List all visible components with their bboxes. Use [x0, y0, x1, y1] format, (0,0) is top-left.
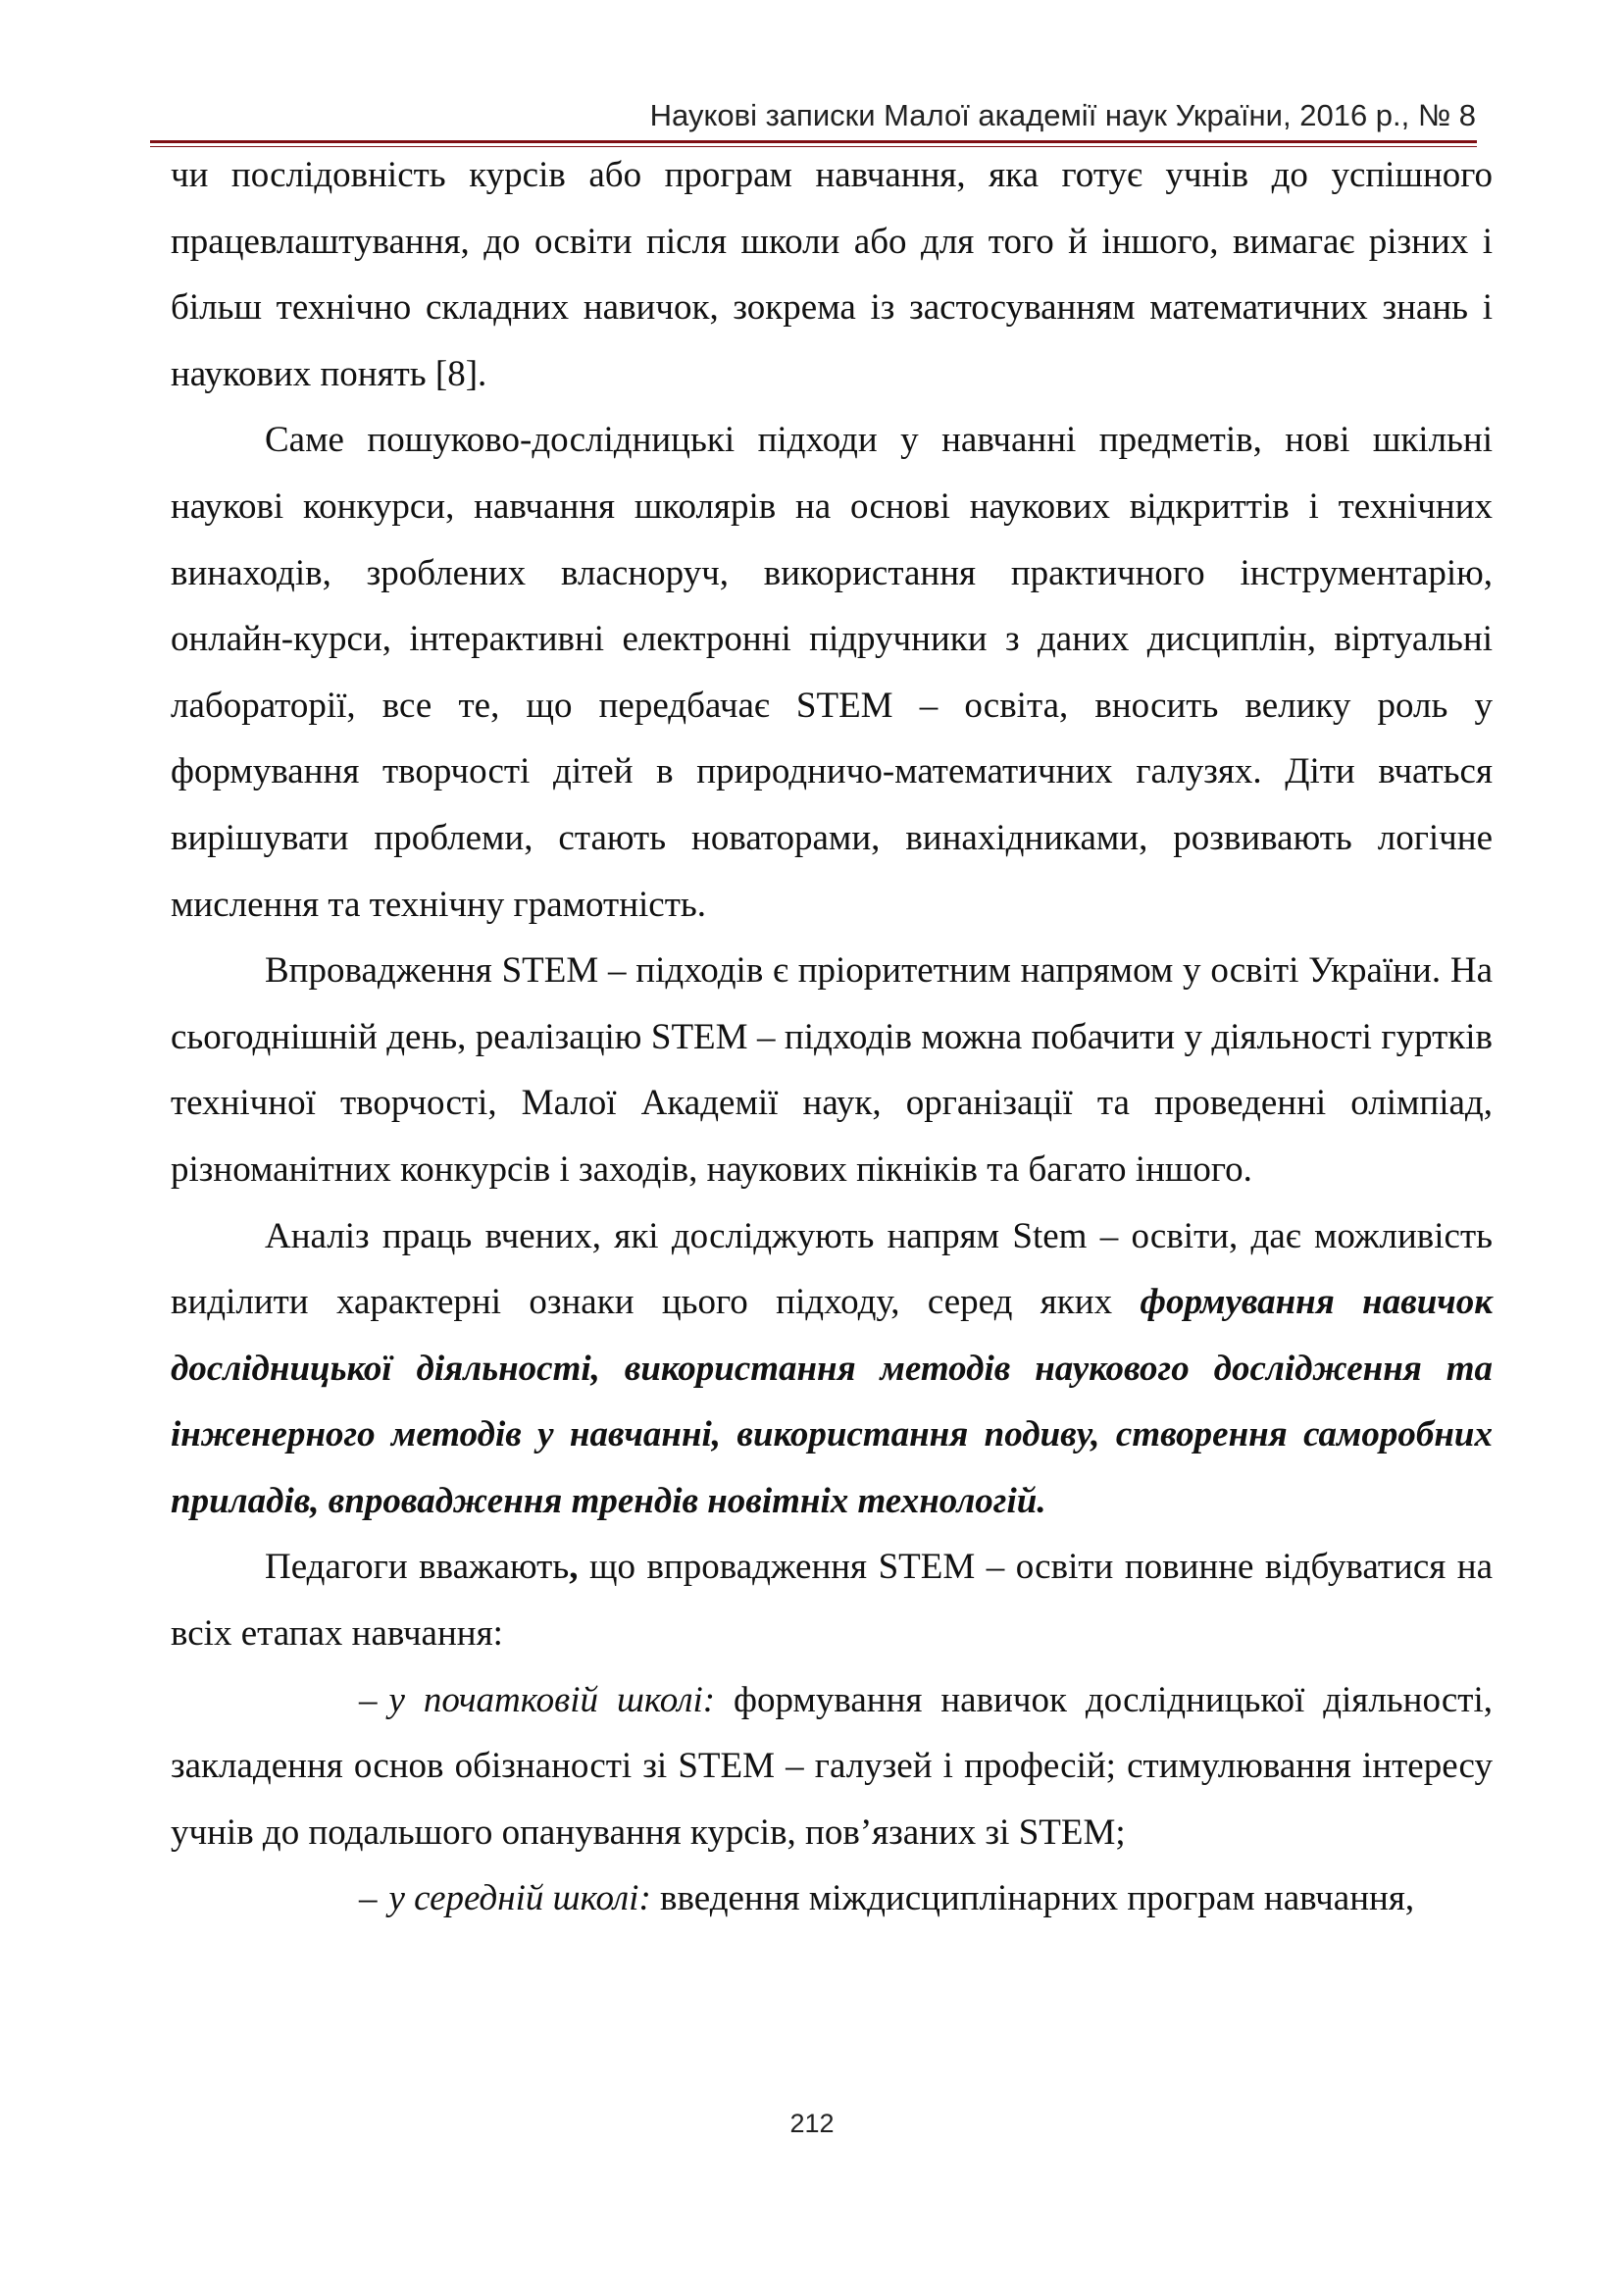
- list-item-text: формування навичок дослідницької діяльності, закладення основ обізнаності зі STEM – галузей і професій; стимулювання інтересу учнів до подальшого опанування курсів, пов’язаних зі STEM;: [171, 1679, 1493, 1853]
- running-header: Наукові записки Малої академії наук України, 2016 р., № 8: [649, 98, 1476, 132]
- paragraph-stem-features: [171, 1203, 1493, 1535]
- features-emphasis-text: формування навичок дослідницької діяльності, використання методів наукового дослідження та інженерного методів у навчанні, використання подиву, створення саморобних приладів, впровадження трендів новітніх технологій.: [171, 1282, 1493, 1521]
- paragraph-stem-implementation: Впровадження STEM – підходів є пріоритетним напрямом у освіті України. На сьогоднішній день, реалізацію STEM – підходів можна побачити у діяльності гуртків технічної творчості, Малої Академії наук, організації та проведенні олімпіад, різноманітних конкурсів і заходів, наукових пікніків та багато іншого.: [171, 950, 1493, 1190]
- stages-bold-comma: ,: [569, 1547, 579, 1588]
- paragraph-education-stages: [171, 1534, 1493, 1666]
- list-item-secondary-school: [171, 1865, 1493, 1932]
- list-dash: –: [359, 1679, 378, 1720]
- paragraph-research-approaches: Саме пошуково-дослідницькі підходи у навчанні предметів, нові шкільні наукові конкурси, навчання школярів на основі наукових відкриттів і технічних винаходів, зроблених власноруч, використання практичного інструментарію, онлайн-курси, інтерактивні електронні підручники з даних дисциплін, віртуальні лабораторії, все те, що передбачає STEM – освіта, вносить велику роль у формування творчості дітей в природничо-математичних галузях. Діти вчаться вирішувати проблеми, стають новаторами, винахідниками, розвивають логічне мислення та технічну грамотність.: [171, 420, 1493, 925]
- stages-text-start: Педагоги вважають: [265, 1547, 570, 1588]
- list-item-label: у середній школі:: [388, 1878, 651, 1919]
- paragraph-continuation: чи послідовність курсів або програм навчання, яка готує учнів до успішного працевлаштування, до освіти після школи або для того й іншого, вимагає різних і більш технічно складних навичок, зокрема із застосуванням математичних знань і наукових понять [8].: [171, 155, 1493, 394]
- list-item-text: введення міждисциплінарних програм навчання,: [650, 1878, 1415, 1919]
- list-item-primary-school: [171, 1667, 1493, 1866]
- list-item-label: у початковій школі:: [388, 1679, 716, 1720]
- features-intro-text: Аналіз праць вчених, які досліджують напрям Stem – освіти, дає можливість виділити характерні ознаки цього підходу, серед яких: [171, 1215, 1493, 1323]
- page-number: 212: [789, 2109, 835, 2138]
- stages-text-end: що впровадження STEM – освіти повинне відбуватися на всіх етапах навчання:: [171, 1547, 1493, 1655]
- body-text: [171, 142, 1493, 1932]
- list-dash: –: [359, 1878, 378, 1919]
